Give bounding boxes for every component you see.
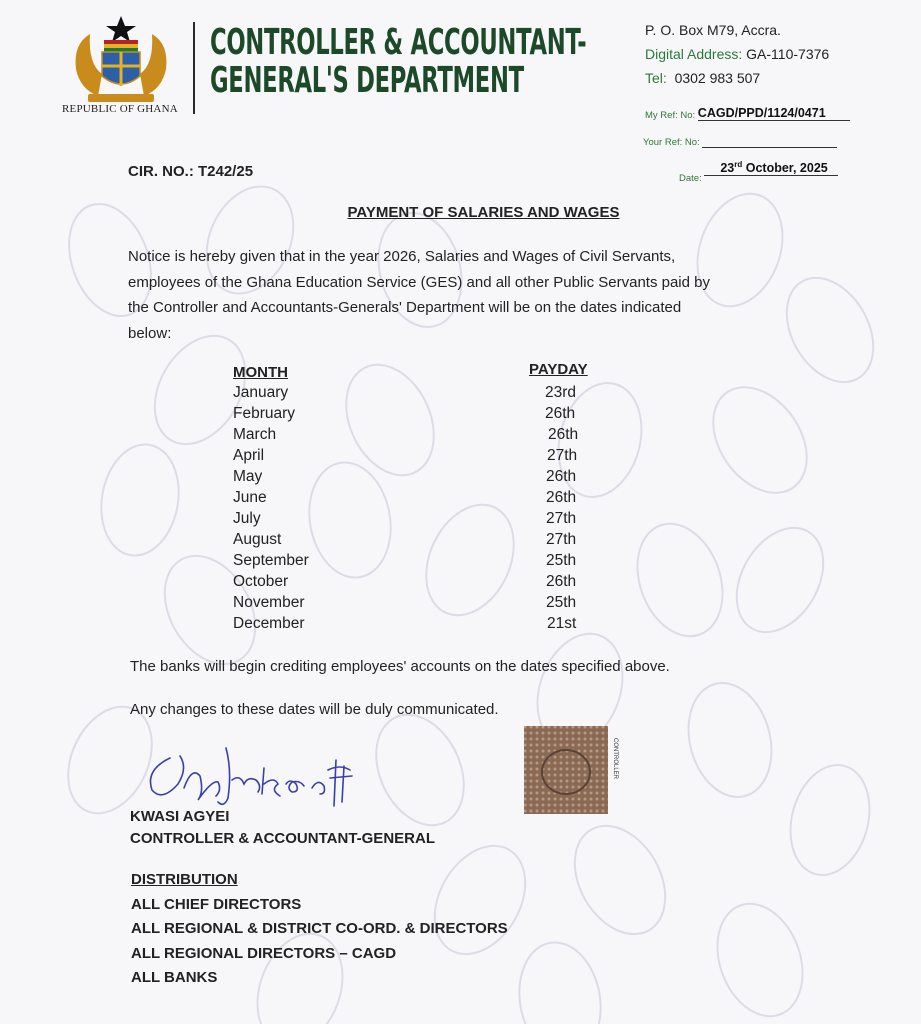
date-value bbox=[704, 161, 827, 175]
month-column-header: MONTH bbox=[233, 364, 288, 381]
payday-cell: 27th bbox=[546, 531, 577, 548]
table-row bbox=[0, 468, 921, 489]
signatory-name: KWASI AGYEI bbox=[130, 808, 230, 825]
notice-line: employees of the Ghana Education Service (GES) and all other Public Servants paid by bbox=[128, 273, 710, 291]
month-cell: February bbox=[233, 405, 296, 422]
payday-cell: 25th bbox=[546, 552, 577, 569]
ghana-coat-of-arms-icon bbox=[68, 14, 174, 104]
signature-image bbox=[140, 740, 370, 810]
distribution-item: ALL REGIONAL & DISTRICT CO-ORD. & DIRECTORS bbox=[131, 920, 508, 937]
changes-note: Any changes to these dates will be duly communicated. bbox=[130, 701, 499, 718]
your-ref-label: Your Ref: No: bbox=[643, 137, 700, 148]
document-title-text: PAYMENT OF SALARIES AND WAGES bbox=[347, 204, 620, 221]
postal-address: P. O. Box M79, Accra. bbox=[645, 22, 781, 38]
month-cell: May bbox=[233, 468, 263, 485]
distribution-item: ALL REGIONAL DIRECTORS – CAGD bbox=[131, 944, 397, 962]
notice-line: the Controller and Accountants-Generals' Department will be on the dates indicated bbox=[128, 299, 682, 316]
table-row bbox=[0, 426, 921, 447]
digital-address: GA-110-7376 bbox=[746, 46, 830, 62]
date-month-year: October, 2025 bbox=[742, 161, 828, 176]
table-row bbox=[0, 447, 921, 468]
distribution-list bbox=[131, 868, 508, 991]
my-ref-label: My Ref: No: bbox=[645, 110, 696, 121]
payday-cell: 26th bbox=[546, 489, 577, 506]
date-suffix: rd bbox=[734, 160, 743, 169]
distribution-heading: DISTRIBUTION bbox=[131, 871, 238, 888]
month-cell: April bbox=[233, 447, 265, 464]
table-row bbox=[0, 405, 921, 426]
republic-of-ghana-label: REPUBLIC OF GHANA bbox=[62, 103, 178, 115]
notice-line: below: bbox=[128, 324, 172, 342]
signatory-block bbox=[130, 806, 435, 850]
header-divider bbox=[193, 22, 195, 114]
payday-cell: 23rd bbox=[545, 384, 577, 401]
department-name-line2: GENERAL'S DEPARTMENT bbox=[210, 60, 524, 101]
payday-cell: 26th bbox=[546, 468, 577, 485]
crediting-note: The banks will begin crediting employees' accounts on the dates specified above. bbox=[130, 658, 670, 675]
table-row bbox=[0, 594, 921, 615]
cagd-stamp bbox=[516, 724, 624, 818]
department-name bbox=[210, 24, 586, 100]
payday-cell: 27th bbox=[546, 510, 577, 527]
month-cell: November bbox=[233, 594, 305, 611]
circular-number: CIR. NO.: T242/25 bbox=[128, 163, 254, 180]
month-cell: March bbox=[233, 426, 277, 443]
contact-block bbox=[645, 18, 829, 90]
payday-cell: 26th bbox=[545, 405, 576, 422]
table-row bbox=[0, 573, 921, 594]
table-row bbox=[0, 531, 921, 552]
date-label: Date: bbox=[679, 173, 702, 185]
payday-cell: 27th bbox=[547, 447, 578, 464]
distribution-item: ALL CHIEF DIRECTORS bbox=[131, 895, 302, 913]
stamp-right-text: CONTROLLER bbox=[612, 738, 618, 780]
table-row bbox=[0, 384, 921, 405]
payday-column-header: PAYDAY bbox=[529, 361, 588, 378]
table-row bbox=[0, 552, 921, 573]
date-day: 23 bbox=[720, 161, 735, 176]
table-row bbox=[0, 510, 921, 531]
payday-cell: 26th bbox=[548, 426, 579, 443]
payday-cell: 21st bbox=[547, 615, 577, 632]
distribution-item: ALL BANKS bbox=[131, 969, 218, 986]
tel-label: Tel: bbox=[645, 70, 667, 86]
document-title bbox=[0, 204, 921, 221]
month-cell: June bbox=[233, 489, 267, 506]
tel-number: 0302 983 507 bbox=[674, 70, 761, 86]
payday-cell: 25th bbox=[546, 594, 577, 611]
month-cell: October bbox=[233, 573, 289, 590]
table-row bbox=[0, 615, 921, 636]
payday-cell: 26th bbox=[546, 573, 577, 590]
my-ref-value: CAGD/PPD/1124/0471 bbox=[697, 106, 826, 120]
digital-address-label: Digital Address: bbox=[645, 46, 743, 62]
signatory-title: CONTROLLER & ACCOUNTANT-GENERAL bbox=[130, 830, 435, 847]
department-name-line1: CONTROLLER & ACCOUNTANT- bbox=[210, 22, 587, 63]
month-cell: September bbox=[233, 552, 309, 569]
month-cell: December bbox=[233, 615, 305, 632]
month-cell: January bbox=[233, 384, 289, 401]
notice-line: Notice is hereby given that in the year 2026, Salaries and Wages of Civil Servants, bbox=[128, 248, 676, 265]
month-cell: July bbox=[233, 510, 261, 527]
table-row bbox=[0, 489, 921, 510]
month-cell: August bbox=[233, 531, 282, 548]
notice-paragraph bbox=[128, 244, 808, 346]
